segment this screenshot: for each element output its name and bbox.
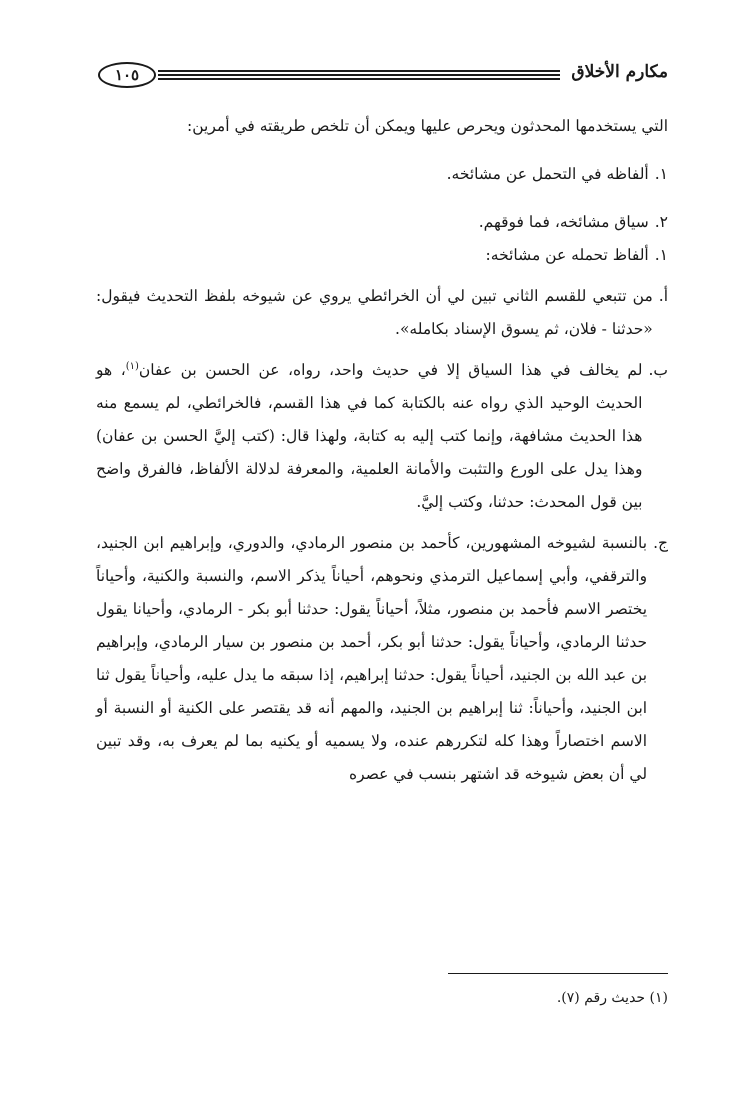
footnote: (١) حديث رقم (٧). bbox=[556, 990, 668, 1006]
subsection-b bbox=[96, 354, 668, 519]
list-item-text: ألفاظه في التحمل عن مشائخه. bbox=[446, 165, 649, 183]
subsection-b-text-start: لم يخالف في هذا السياق إلا في حديث واحد، رواه، عن الحسن بن عفان bbox=[138, 361, 643, 379]
subsection-b-text-end: ، هو الحديث الوحيد الذي رواه عنه بالكتابة كما في هذا القسم، فالخرائطي، لم يسمع منه هذا الحديث مشافهة، وإنما كتب إليه به كتابة، ولهذا قال: (كتب إليَّ الحسن بن عفان) وهذا يدل على الورع والتثبت والأمانة العلمية، والمعرفة لدلالة الألفاظ، فالفرق واضح بين قول المحدث: حدثنا، وكتب إليَّ. bbox=[96, 361, 643, 511]
subsection-a-text: من تتبعي للقسم الثاني تبين لي أن الخرائطي يروي عن شيوخه بلفظ التحديث فيقول: «حدثنا - فلان، ثم يسوق الإسناد بكامله». bbox=[96, 287, 653, 338]
subsection-c bbox=[96, 527, 668, 791]
page-header bbox=[96, 52, 668, 96]
intro-paragraph: التي يستخدمها المحدثون ويحرص عليها ويمكن أن تلخص طريقته في أمرين: bbox=[187, 117, 668, 135]
list-marker: ٢. bbox=[654, 213, 668, 231]
subsection-a bbox=[96, 280, 668, 346]
list-item-text: سياق مشائخه، فما فوقهم. bbox=[478, 213, 649, 231]
header-rule bbox=[158, 70, 560, 80]
subsection-marker: ج. bbox=[653, 534, 668, 552]
list-item bbox=[96, 206, 668, 239]
list-item bbox=[96, 158, 668, 191]
body-text bbox=[96, 110, 668, 791]
subsection-b-text bbox=[96, 354, 642, 519]
footnote-reference[interactable]: (١) bbox=[125, 360, 139, 372]
section-marker: ١. bbox=[654, 246, 668, 264]
subsection-marker: ب. bbox=[648, 361, 668, 379]
footnote-separator bbox=[448, 973, 668, 974]
book-page bbox=[96, 52, 668, 1052]
list-marker: ١. bbox=[654, 165, 668, 183]
section-heading-text: ألفاظ تحمله عن مشائخه: bbox=[485, 246, 649, 264]
running-title: مكارم الأخلاق bbox=[571, 62, 668, 82]
section-heading bbox=[96, 239, 668, 272]
page-number: ١٠٥ bbox=[114, 66, 140, 84]
page-number-badge bbox=[98, 62, 156, 88]
subsection-c-text: بالنسبة لشيوخه المشهورين، كأحمد بن منصور الرمادي، والدوري، وإبراهيم ابن الجنيد، والترقفي، وأبي إسماعيل الترمذي ونحوهم، أحياناً يذكر الاسم، والنسبة والكنية، وأحياناً يختصر الاسم فأحمد بن منصور، مثلاً، أحياناً يقول: حدثنا أبو بكر - الرمادي، وأحيانا يقول حدثنا الرمادي، وأحياناً يقول: حدثنا أبو بكر، أحمد بن منصور بن سيار الرمادي، وإبراهيم بن عبد الله بن الجنيد، أحياناً يقول: حدثنا إبراهيم، إذا سبقه ما يدل عليه، وأحياناً يقول ثنا ابن الجنيد، وأحياناً: ثنا إبراهيم بن الجنيد، والمهم أنه قد يقتصر على الكنية أو النسبة أو الاسم اختصاراً وهذا كله لتكررهم عنده، ولا يسميه أو يكنيه بما لم يعرف به، وقد تبين لي أن بعض شيوخه قد اشتهر بنسب في عصره bbox=[96, 534, 648, 783]
subsection-marker: أ. bbox=[658, 287, 668, 305]
